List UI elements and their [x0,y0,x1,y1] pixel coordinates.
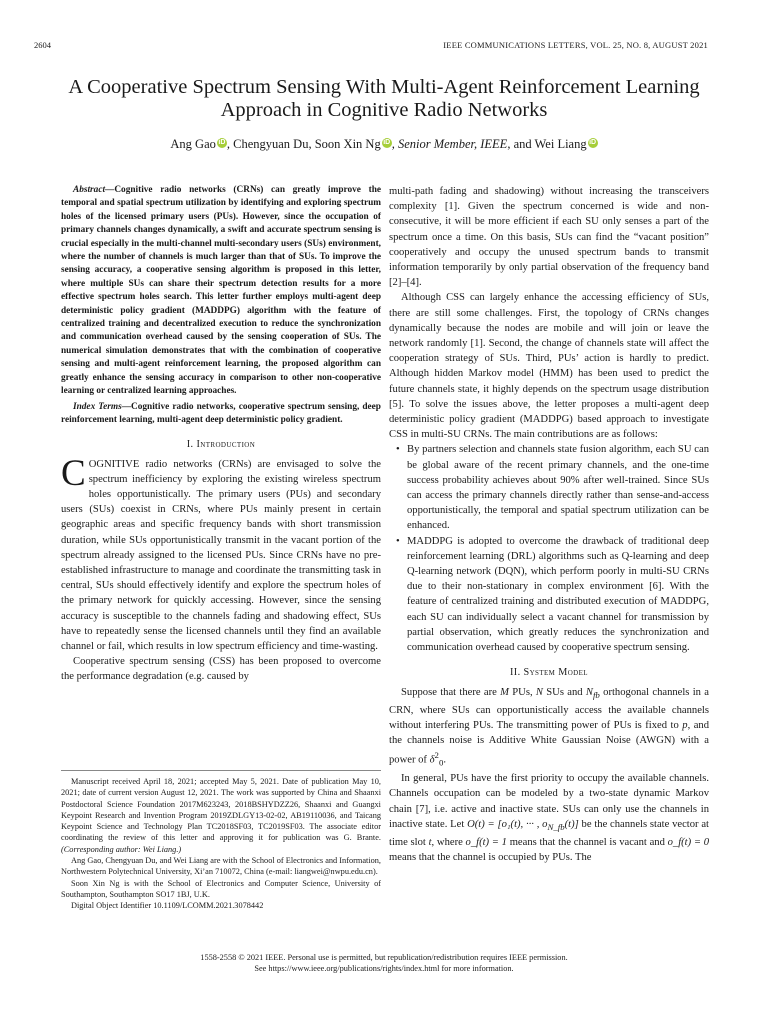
math-sub: N_fb [547,821,565,832]
text-run: Suppose that there are [401,686,501,698]
math-var: M [500,686,509,698]
text-run: means that the channel is occupied by PUs. The [389,852,592,864]
math-expr: o_f(t) = 1 [465,837,507,849]
text-run: SUs and [542,686,586,698]
abstract-text: Cognitive radio networks (CRNs) can greatly improve the temporal and spatial spectrum utilization by identifying and exploring spectrum holes of the licensed primary users (PUs). However, since the occupation of primary channels changes dynamically, a swift and accurate spectrum sensing is crucial especially in the multi-channel multi-secondary users (SUs) environment, where the number of channels is much larger than that of SUs. To improve the sensing accuracy, a cooperative sensing algorithm is proposed in this letter, where multiple SUs can share their spectrum detection results for a more effective spectrum holes search. This letter further employs multi-agent deep deterministic policy gradient (MADDPG) algorithm with the feature of centralized training and decentralized execution to reduce the synchronization and communication overhead caused by the sensing cooperation of SUs. The numerical simulation demonstrates that with the combination of cooperative sensing and multi-agent reinforcement learning, the proposed algorithm can greatly enhance the sensing accuracy in comparison to other non-cooperative learning or centralized learning approaches. [61,185,381,397]
author-2-title: , Senior Member, IEEE [391,137,508,151]
index-terms [61,401,381,428]
math-expr: O(t) = [o₁(t), ··· , o [467,818,548,830]
author-list [40,137,728,152]
page-number: 2604 [34,40,51,50]
orcid-icon[interactable]: iD [218,139,226,146]
text-run: , where [431,837,466,849]
system-paragraph-1 [389,685,709,772]
math-sub: 0 [438,758,444,769]
section-numeral: II. [510,667,521,679]
footnote-doi: Digital Object Identifier 10.1109/LCOMM.2021.3078442 [71,901,264,911]
right-paragraph-1: multi-path fading and shadowing) without increasing the transceivers complexity [1]. Given the spectrum concerned is wide and non-consecutive, it will be more efficient if each SU only senses a part of the spectrum once a time. On this basis, SUs can find the “vacant position” cooperatively and occupy the unused spectrum bands to transmit information temporarily by only partial observation of the frequency band [2]–[4]. [389,186,709,289]
math-var: p [682,720,688,732]
math-sub: fb [592,689,600,700]
section-numeral: I. [186,439,194,451]
math-expr: o_f(t) = 0 [667,837,710,849]
title-line-2: Approach in Cognitive Radio Networks [220,99,548,121]
intro-paragraph-2: Cooperative spectrum sensing (CSS) has been proposed to overcome the performance degradation (e.g. caused by [61,656,381,683]
list-item: • MADDPG is adopted to overcome the drawback of traditional deep reinforcement learning (DRL) algorithms such as Q-learning and deep Q-learning network (DQN), which perform poorly in multi-SU CRNs due to their non-stationary in complex environment [6]. With the feature of centralized training and distributed execution of MADDPG, each SU can individually select a vacant channel for transmission by partial observation, which greatly reduces the synchronization and communication overhead caused by cooperative spectrum sensing. [407,534,709,656]
right-paragraph-2: Although CSS can largely enhance the accessing efficiency of SUs, there are still some challenges. First, the topology of CRNs changes dynamically because the nodes are mobile and will join or leave the network randomly [1]. Second, the change of channels state will affect the cooperation strategy of SUs. Third, PUs’ action is hardly to predict. Although hidden Markov model (HMM) has been used to predict the future channels state, it highly depends on the spectrum usage distribution [5]. To solve the issues above, the letter proposes a multi-agent deep deterministic policy gradient (MADDPG) based approach to investigate CSS in multi-SU CRNs. The main contributions are as follows: [389,292,709,441]
section-title: Introduction [196,439,256,451]
list-item: • By partners selection and channels state fusion algorithm, each SU can be global aware of the recent primary channels, and the one-time success probability achieves about 90% after well-trained. Since SUs can access the primary channels directly rather than sense-and-access opportunistically, the temporal and spatial spectrum utilization can be enhanced. [407,442,709,533]
text-run: be the channels state vector at time slot [389,818,710,849]
corresponding-author: (Corresponding author: Wei Liang.) [61,844,182,854]
author-2: , Chengyuan Du, Soon Xin Ng [226,137,381,151]
footnote-affiliation-1: Ang Gao, Chengyuan Du, and Wei Liang are with the School of Electronics and Information, Northwestern Polytechnical University, Xi’an 710072, China (e-mail: liangwei@nwpu.edu.cn). [61,856,381,877]
abstract-dash: — [105,185,115,195]
copyright-line-2: See https://www.ieee.org/publications/rights/index.html for more information. [254,964,514,973]
contributions-list [389,442,709,655]
index-terms-dash: — [121,401,132,412]
paper-title [40,76,728,122]
journal-header: IEEE COMMUNICATIONS LETTERS, VOL. 25, NO. 8, AUGUST 2021 [443,40,708,50]
footnotes [61,776,381,912]
footnote-rule [61,770,381,771]
section-title: System Model [523,667,588,679]
footnote-manuscript-text: Manuscript received April 18, 2021; accepted May 5, 2021. Date of publication May 10, 2021; date of current version August 12, 2021. The work was supported by China and Shaanxi Postdoctoral Science Foundation 2017M623243, 2018BSHYDZZ26, Shaanxi and Guangxi Keypoint Research and Invention Program 2019ZDLGY13-02-02, AB19110036, and Taicang Keypoint Science and Technology Plan TC2018SF03, TC2019SF03. The associate editor coordinating the review of this letter and approving it for publication was G. Brante. [61,777,381,843]
author-1: Ang Gao [170,137,216,151]
text-run: means that the channel is vacant and [506,837,668,849]
math-var: δ [429,754,435,766]
math-var: N [535,686,543,698]
footnote-manuscript [61,776,381,855]
index-terms-text: Cognitive radio networks, cooperative spectrum sensing, deep reinforcement learning, multi-agent deep deterministic policy gradient. [61,401,381,425]
title-line-1: A Cooperative Spectrum Sensing With Multi-Agent Reinforcement Learning [68,76,700,98]
orcid-icon[interactable]: iD [589,139,597,146]
section-heading-system-model [389,665,709,680]
copyright-line-1: 1558-2558 © 2021 IEEE. Personal use is permitted, but republication/redistribution requires IEEE permission. [200,953,568,962]
abstract-label: Abstract [73,185,106,195]
text-run: , and the channels noise is Additive White Gaussian Noise (AWGN) with a power of [389,720,709,766]
math-var: N [585,686,593,698]
right-column [389,184,709,866]
orcid-icon[interactable]: iD [383,139,391,146]
intro-paragraph-1-text: OGNITIVE radio networks (CRNs) are envisaged to solve the spectrum inefficiency by exploring the existing wireless spectrum holes opportunistically. The primary users (PUs) and secondary users (SUs) coexist in CRNs, where PUs mainly present in certain geographic areas and specific frequency bands with short transmission duration, while SUs opportunistically transmit in the vacant portion of the spectrum already assigned to the licensed PUs. Since CRNs have no pre-established infrastructure to manage and coordinate the transmitting task in central, SUs should effectively identify and explore the spectrum holes of the primary network for quickly accessing. However, since the sensing accuracy is susceptible to the channels fading and shadowing effect, SUs have to repeatedly sense the licensed channels until they find an available channel or fail, which results in low spectrum efficiency and time-wasting. [61,458,381,652]
footnote-affiliation-2: Soon Xin Ng is with the School of Electronics and Computer Science, University of Southampton, Southampton SO17 1BJ, U.K. [61,878,381,899]
text-run: PUs, [508,686,536,698]
text-run: orthogonal channels in a CRN, where SUs can opportunistically access the available channels without interfering PUs. The transmitting power of PUs is fixed to [389,686,709,732]
left-column [61,184,381,685]
text-run: . [443,754,447,766]
system-paragraph-2 [389,771,709,865]
copyright-notice [40,952,728,974]
drop-cap: C [61,452,86,494]
section-heading-introduction [61,437,381,452]
text-run: In general, PUs have the first priority to occupy the available channels. Channels occupation can be modeled by a two-state dynamic Markov chain [7], i.e. active and inactive state. SUs can only use the channels in inactive state. Let [389,773,709,830]
index-terms-label: Index Terms [73,401,122,412]
intro-paragraph-1 [61,452,381,655]
author-3: , and Wei Liang [507,137,587,151]
math-sup: 2 [434,750,439,761]
abstract [61,184,381,399]
math-expr: (t)] [564,818,579,830]
math-var: t [428,837,432,849]
